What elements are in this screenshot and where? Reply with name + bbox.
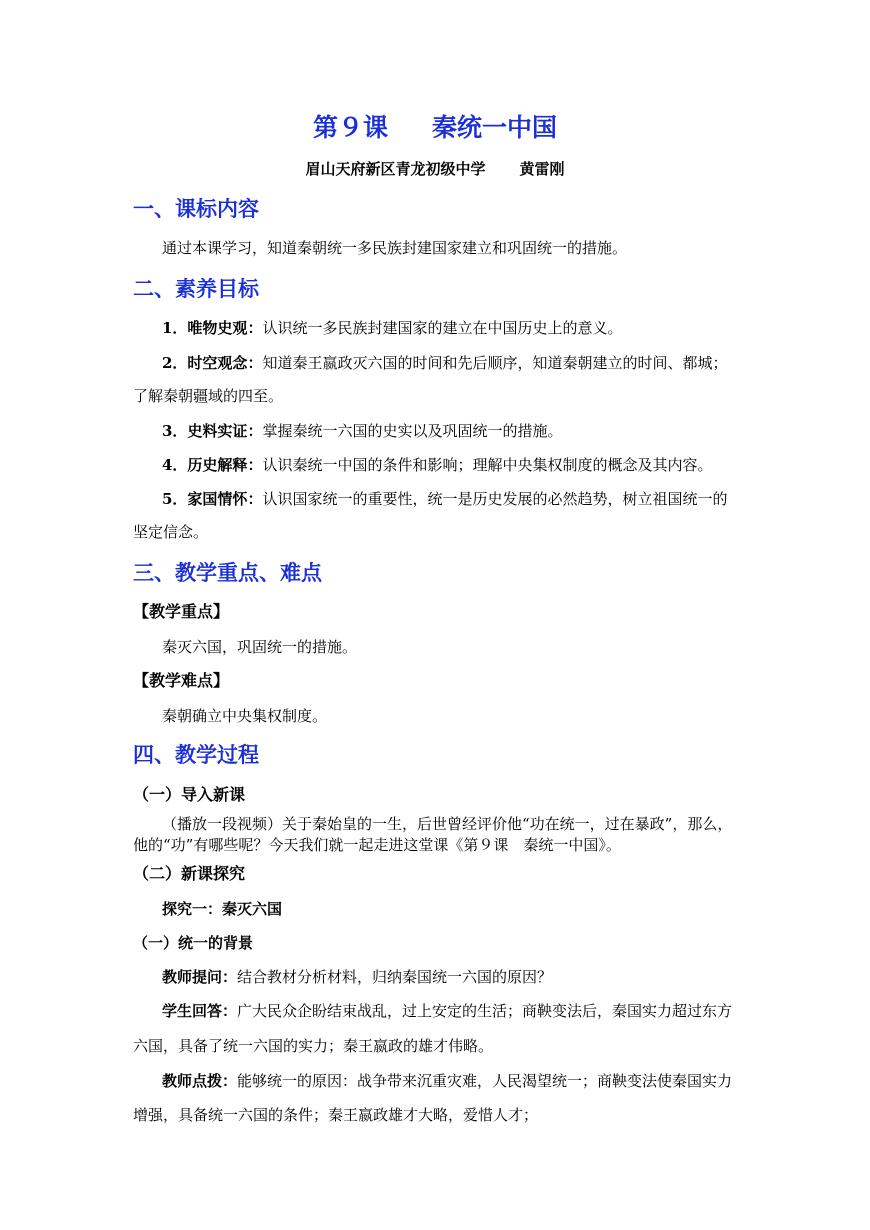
intro-heading: （一）导入新课 [133, 785, 246, 804]
goal-item-cont: 了解秦朝疆域的四至。 [133, 387, 284, 405]
student-answer-cont: 六国，具备了统一六国的实力；秦王嬴政的雄才伟略。 [133, 1037, 494, 1055]
goal-item: 4．历史解释：认识秦统一中国的条件和影响；理解中央集权制度的概念及其内容。 [162, 456, 713, 474]
section-heading-curriculum: 一、课标内容 [133, 196, 259, 221]
key-point-text: 秦灭六国，巩固统一的措施。 [162, 638, 358, 656]
difficulty-label: 【教学难点】 [133, 671, 230, 690]
goal-item: 2．时空观念：知道秦王嬴政灭六国的时间和先后顺序，知道秦朝建立的时间、都城； [162, 354, 728, 372]
intro-text: （播放一段视频）关于秦始皇的一生，后世曾经评价他“功在统一，过在暴政”，那么， [162, 815, 733, 833]
goal-item: 1．唯物史观：认识统一多民族封建国家的建立在中国历史上的意义。 [162, 319, 623, 337]
lesson-title: 秦统一中国 [432, 113, 558, 142]
background-subheading: （一）统一的背景 [133, 934, 254, 952]
difficulty-text: 秦朝确立中央集权制度。 [162, 707, 328, 725]
teacher-guidance-cont: 增强，具备统一六国的条件；秦王嬴政雄才大略，爱惜人才； [133, 1106, 539, 1124]
explore-one-title: 探究一：秦灭六国 [162, 900, 283, 918]
teacher-question: 教师提问：结合教材分析材料，归纳秦国统一六国的原因？ [162, 968, 553, 986]
explore-heading: （二）新课探究 [133, 864, 246, 883]
section-heading-key-points: 三、教学重点、难点 [133, 560, 322, 585]
section-heading-goals: 二、素养目标 [133, 276, 259, 301]
author-school: 眉山天府新区青龙初级中学 [305, 160, 486, 178]
section-heading-process: 四、教学过程 [133, 742, 259, 767]
teacher-guidance: 教师点拨：能够统一的原因：战争带来沉重灾难，人民渴望统一；商鞅变法使秦国实力 [162, 1072, 733, 1090]
curriculum-text: 通过本课学习，知道秦朝统一多民族封建国家建立和巩固统一的措施。 [162, 239, 628, 257]
page-title [0, 112, 870, 144]
goal-item-cont: 坚定信念。 [133, 523, 209, 541]
student-answer: 学生回答：广大民众企盼结束战乱，过上安定的生活；商鞅变法后，秦国实力超过东方 [162, 1002, 733, 1020]
lesson-number: 第９课 [312, 113, 388, 142]
intro-text-cont: 他的“功”有哪些呢？今天我们就一起走进这堂课《第９课 秦统一中国》。 [133, 836, 621, 854]
goal-item: 3．史料实证：掌握秦统一六国的史实以及巩固统一的措施。 [162, 422, 563, 440]
goal-item: 5．家国情怀：认识国家统一的重要性，统一是历史发展的必然趋势，树立祖国统一的 [162, 490, 728, 508]
author-name: 黄雷刚 [519, 160, 565, 178]
author-line [0, 159, 870, 179]
key-point-label: 【教学重点】 [133, 602, 230, 621]
